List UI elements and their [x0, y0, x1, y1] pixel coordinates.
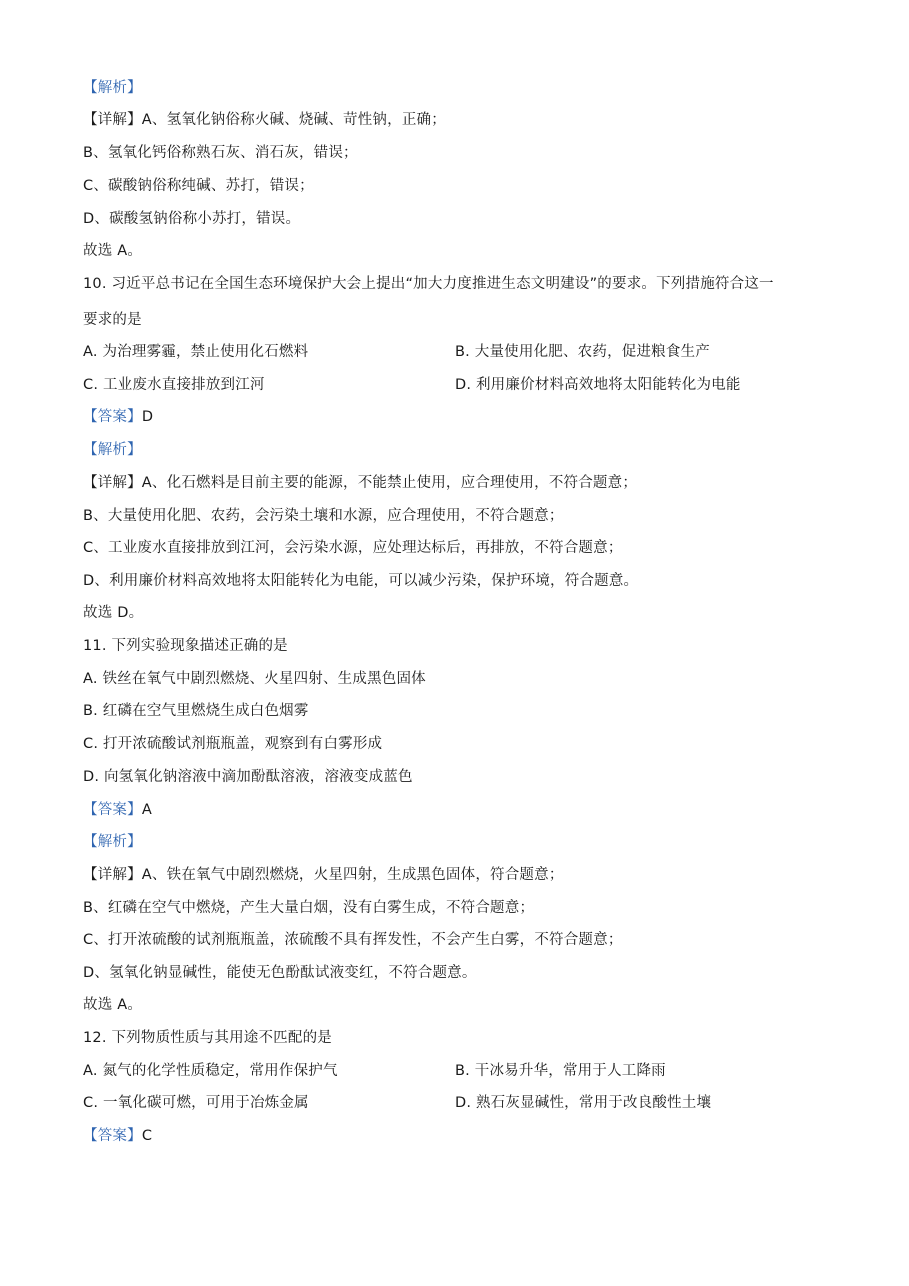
answer-line: 【答案】A [83, 802, 152, 818]
choice-line: 故选 A。 [83, 243, 143, 259]
question-11-stem: 11. 下列实验现象描述正确的是 [83, 638, 288, 654]
q11-option-d: D. 向氢氧化钠溶液中滴加酚酞溶液，溶液变成蓝色 [83, 769, 413, 785]
q11-option-c: C. 打开浓硫酸试剂瓶瓶盖，观察到有白雾形成 [83, 736, 383, 752]
detail-line: D、氢氧化钠显碱性，能使无色酚酞试液变红，不符合题意。 [83, 965, 477, 981]
detail-line: C、碳酸钠俗称纯碱、苏打，错误； [83, 178, 314, 194]
detail-line: 【详解】A、化石燃料是目前主要的能源，不能禁止使用，应合理使用，不符合题意； [83, 475, 638, 491]
q10-option-a: A. 为治理雾霾，禁止使用化石燃料 [83, 344, 309, 360]
question-12-stem: 12. 下列物质性质与其用途不匹配的是 [83, 1030, 332, 1046]
detail-line: 【详解】A、铁在氧气中剧烈燃烧，火星四射，生成黑色固体，符合题意； [83, 867, 564, 883]
q11-option-a: A. 铁丝在氧气中剧烈燃烧、火星四射、生成黑色固体 [83, 671, 426, 687]
answer-line: 【答案】D [83, 409, 154, 425]
detail-line: C、工业废水直接排放到江河，会污染水源，应处理达标后，再排放，不符合题意； [83, 540, 623, 556]
answer-line: 【答案】C [83, 1128, 153, 1144]
detail-line: C、打开浓硫酸的试剂瓶瓶盖，浓硫酸不具有挥发性，不会产生白雾，不符合题意； [83, 932, 623, 948]
detail-line: D、碳酸氢钠俗称小苏打，错误。 [83, 211, 301, 227]
analysis-heading: 【解析】 [83, 80, 142, 96]
q12-option-d: D. 熟石灰显碱性，常用于改良酸性土壤 [455, 1095, 712, 1111]
q10-option-b: B. 大量使用化肥、农药，促进粮食生产 [455, 344, 710, 360]
detail-line: B、红磷在空气中燃烧，产生大量白烟，没有白雾生成，不符合题意； [83, 900, 535, 916]
detail-line: B、大量使用化肥、农药，会污染土壤和水源，应合理使用，不符合题意； [83, 508, 564, 524]
q10-option-c: C. 工业废水直接排放到江河 [83, 377, 265, 393]
q12-option-a: A. 氮气的化学性质稳定，常用作保护气 [83, 1063, 338, 1079]
question-10-stem: 10. 习近平总书记在全国生态环境保护大会上提出“加大力度推进生态文明建设”的要求。下列措施符合这一 [83, 276, 774, 292]
analysis-heading: 【解析】 [83, 442, 142, 458]
detail-line: 【详解】A、氢氧化钠俗称火碱、烧碱、苛性钠，正确； [83, 112, 446, 128]
q11-option-b: B. 红磷在空气里燃烧生成白色烟雾 [83, 703, 309, 719]
choice-line: 故选 A。 [83, 997, 143, 1013]
analysis-heading: 【解析】 [83, 834, 142, 850]
detail-line: B、氢氧化钙俗称熟石灰、消石灰，错误； [83, 145, 358, 161]
q10-option-d: D. 利用廉价材料高效地将太阳能转化为电能 [455, 377, 741, 393]
choice-line: 故选 D。 [83, 605, 144, 621]
question-10-stem-cont: 要求的是 [83, 312, 142, 328]
q12-option-b: B. 干冰易升华，常用于人工降雨 [455, 1063, 666, 1079]
q12-option-c: C. 一氧化碳可燃，可用于冶炼金属 [83, 1095, 309, 1111]
detail-line: D、利用廉价材料高效地将太阳能转化为电能，可以减少污染，保护环境，符合题意。 [83, 573, 639, 589]
